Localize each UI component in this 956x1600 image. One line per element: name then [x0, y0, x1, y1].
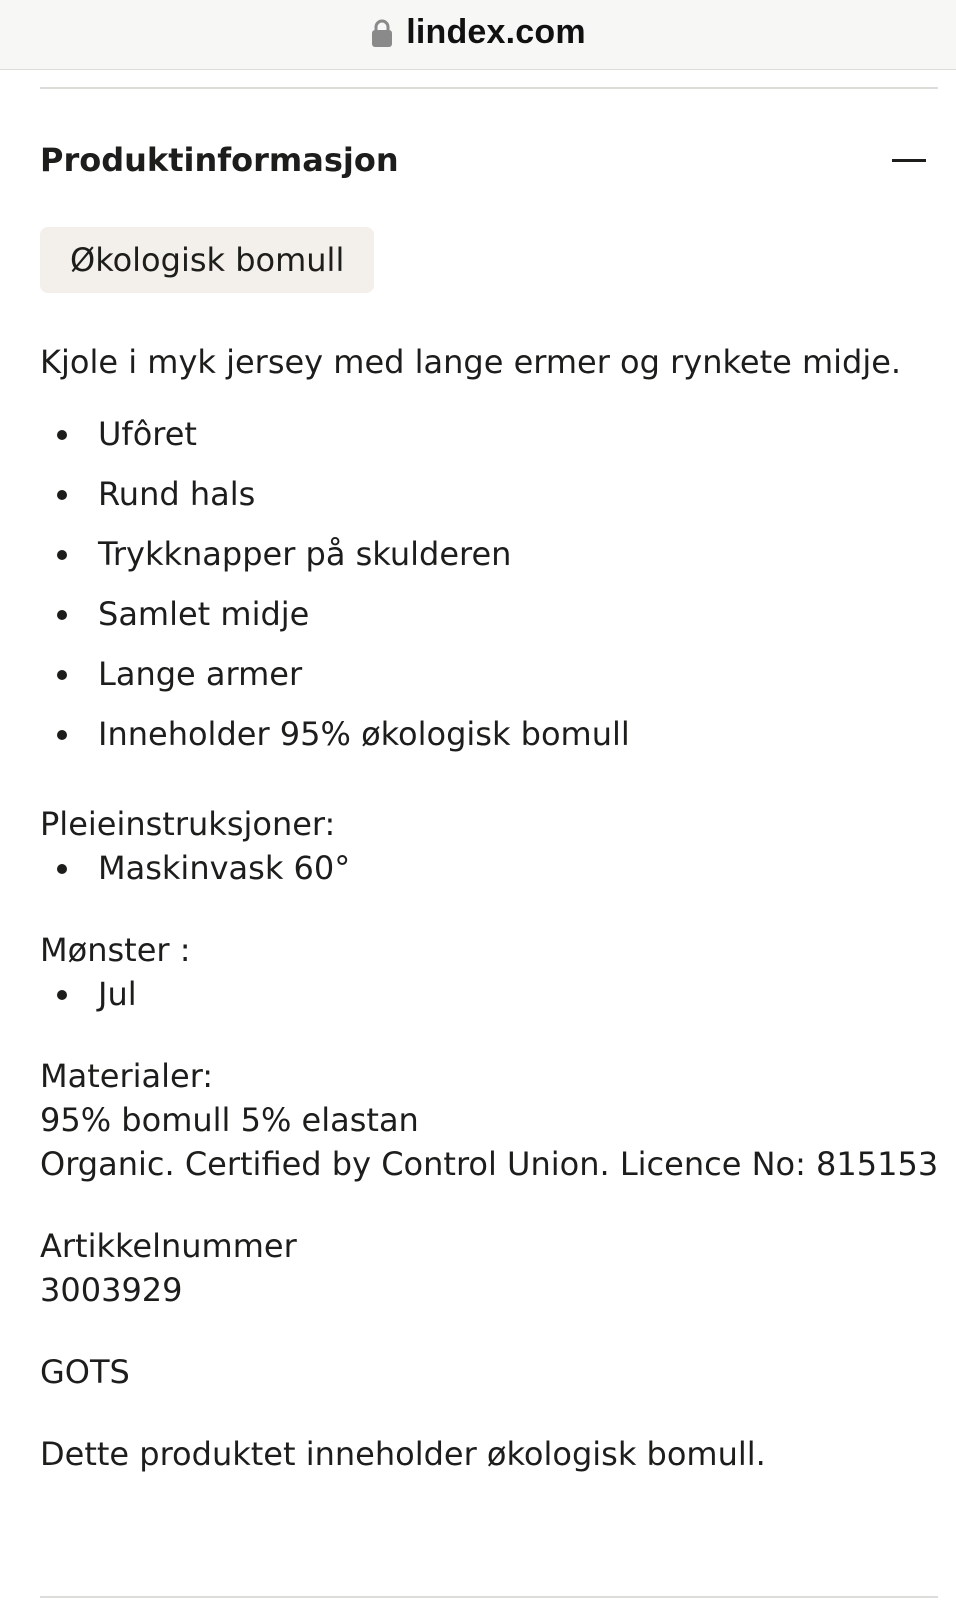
materials-composition: 95% bomull 5% elastan — [40, 1101, 419, 1139]
divider — [40, 1596, 938, 1598]
article-number: 3003929 — [40, 1271, 183, 1309]
gots-label: GOTS — [40, 1353, 130, 1391]
list-item: Samlet midje — [40, 584, 940, 644]
feature-list — [40, 404, 940, 764]
organic-cotton-tag: Økologisk bomull — [40, 227, 374, 293]
list-item: Trykknapper på skulderen — [40, 524, 940, 584]
care-list — [40, 846, 940, 890]
list-item: Jul — [40, 972, 940, 1016]
minus-icon[interactable] — [892, 143, 926, 177]
section-title: Produktinformasjon — [40, 141, 399, 179]
materials-certification: Organic. Certified by Control Union. Licence No: 815153 — [40, 1145, 939, 1183]
product-description: Kjole i myk jersey med lange ermer og rynkete midje. — [40, 343, 902, 381]
list-item: Inneholder 95% økologisk bomull — [40, 704, 940, 764]
pattern-list — [40, 972, 940, 1016]
url-text: lindex.com — [406, 13, 586, 51]
pattern-label: Mønster : — [40, 931, 191, 969]
materials-label: Materialer: — [40, 1057, 214, 1095]
lock-icon — [370, 18, 394, 48]
list-item: Rund hals — [40, 464, 940, 524]
list-item: Ufôret — [40, 404, 940, 464]
divider — [40, 87, 938, 89]
product-info-content — [40, 340, 940, 1476]
list-item: Maskinvask 60° — [40, 846, 940, 890]
organic-note: Dette produktet inneholder økologisk bomull. — [40, 1435, 766, 1473]
article-number-label: Artikkelnummer — [40, 1227, 297, 1265]
care-label: Pleieinstruksjoner: — [40, 805, 336, 843]
browser-url-bar[interactable] — [0, 0, 956, 70]
product-info-header[interactable] — [40, 138, 926, 182]
list-item: Lange armer — [40, 644, 940, 704]
